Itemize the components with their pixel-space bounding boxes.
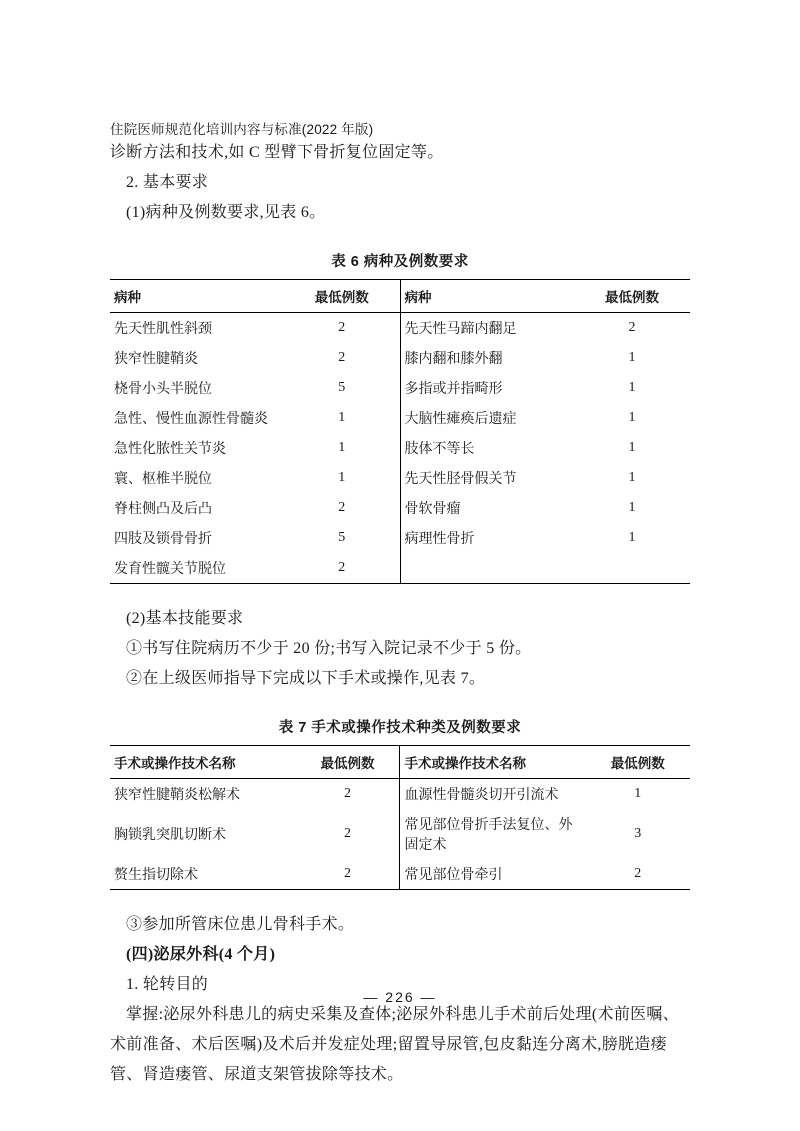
table-row [110, 493, 690, 523]
cell-disease: 先天性胫骨假关节 [400, 463, 574, 493]
cell-disease: 狭窄性腱鞘炎 [114, 352, 198, 367]
table7-body [110, 779, 690, 890]
heading-basic-requirements: 2. 基本要求 [126, 174, 209, 191]
cell-count: 2 [634, 866, 642, 881]
table-row [110, 779, 690, 810]
table-header-row [110, 746, 690, 779]
cell-count: 1 [628, 470, 636, 485]
paragraph-basic-skills: (2)基本技能要求 [126, 610, 244, 627]
cell-disease: 骨软骨瘤 [400, 493, 574, 523]
table-row [110, 343, 690, 373]
cell-disease: 病理性骨折 [400, 523, 574, 553]
cell-count: 5 [338, 380, 346, 395]
cell-count [574, 553, 690, 583]
cell-count: 1 [628, 500, 636, 515]
cell-count: 1 [628, 380, 636, 395]
cell-disease: 发育性髋关节脱位 [114, 562, 226, 577]
table-row [110, 433, 690, 463]
table6-title: 表 6 病种及例数要求 [331, 254, 469, 270]
table-row [110, 523, 690, 553]
cell-count: 2 [338, 320, 346, 335]
table-procedure-requirements [110, 745, 690, 889]
table-header-row [110, 280, 690, 313]
cell-disease: 桡骨小头半脱位 [114, 382, 212, 397]
cell-procedure: 血源性骨髓炎切开引流术 [400, 779, 586, 810]
running-head: 住院医师规范化培训内容与标准(2022 年版) [110, 122, 374, 137]
paragraph-skill-1: ①书写住院病历不少于 20 份;书写入院记录不少于 5 份。 [126, 640, 532, 657]
cell-disease: 脊柱侧凸及后凸 [114, 502, 212, 517]
cell-count: 5 [338, 530, 346, 545]
cell-count: 2 [344, 866, 352, 881]
table-row [110, 463, 690, 493]
table6-body [110, 313, 690, 584]
cell-procedure: 胸锁乳突肌切断术 [114, 828, 226, 843]
cell-disease [400, 553, 574, 583]
table-row [110, 553, 690, 583]
table6-col-header-2: 最低例数 [284, 280, 400, 313]
cell-count: 1 [628, 410, 636, 425]
cell-count: 2 [344, 826, 352, 841]
cell-count: 2 [344, 786, 352, 801]
cell-disease: 大脑性瘫痪后遗症 [400, 403, 574, 433]
cell-count: 1 [338, 470, 346, 485]
table7-wrapper [110, 745, 690, 890]
cell-disease: 肢体不等长 [400, 433, 574, 463]
cell-count: 2 [338, 500, 346, 515]
table6-wrapper [110, 279, 690, 584]
table6-col-header-4: 最低例数 [574, 280, 690, 313]
cell-count: 2 [628, 320, 636, 335]
cell-count: 1 [634, 786, 642, 801]
cell-procedure: 狭窄性腱鞘炎松解术 [114, 788, 240, 803]
cell-procedure: 赘生指切除术 [114, 868, 198, 883]
cell-count: 3 [634, 826, 642, 841]
cell-procedure: 常见部位骨折手法复位、外固定术 [400, 809, 586, 859]
page-number: — 226 — [363, 989, 437, 1005]
table6-col-header-1: 病种 [110, 280, 284, 313]
table-row [110, 809, 690, 859]
cell-count: 1 [628, 350, 636, 365]
heading-rotation-purpose: 1. 轮转目的 [126, 976, 209, 993]
table7-col-header-1: 手术或操作技术名称 [110, 746, 296, 779]
cell-disease: 急性化脓性关节炎 [114, 442, 226, 457]
cell-count: 1 [628, 530, 636, 545]
skill-requirement-paragraphs [110, 604, 690, 694]
paragraph-skill-2: ②在上级医师指导下完成以下手术或操作,见表 7。 [126, 670, 486, 687]
table-row [110, 403, 690, 433]
table-row [110, 373, 690, 403]
cell-count: 2 [338, 560, 346, 575]
cell-count: 1 [338, 440, 346, 455]
cell-disease: 寰、枢椎半脱位 [114, 472, 212, 487]
paragraph-continued: 诊断方法和技术,如 C 型臂下骨折复位固定等。 [110, 144, 444, 161]
table6-col-header-3: 病种 [400, 280, 574, 313]
cell-count: 2 [338, 350, 346, 365]
table-row [110, 859, 690, 889]
cell-count: 1 [338, 410, 346, 425]
cell-disease: 先天性肌性斜颈 [114, 322, 212, 337]
table7-col-header-4: 最低例数 [586, 746, 690, 779]
table-case-requirements [110, 279, 690, 583]
cell-procedure: 常见部位骨牵引 [400, 859, 586, 889]
paragraph-case-requirements: (1)病种及例数要求,见表 6。 [126, 204, 326, 221]
cell-disease: 多指或并指畸形 [400, 373, 574, 403]
table7-title: 表 7 手术或操作技术种类及例数要求 [278, 720, 522, 736]
cell-disease: 先天性马蹄内翻足 [400, 313, 574, 344]
cell-disease: 膝内翻和膝外翻 [400, 343, 574, 373]
paragraph-skill-3: ③参加所管床位患儿骨科手术。 [126, 916, 355, 933]
table-row [110, 313, 690, 344]
cell-disease: 急性、慢性血源性骨髓炎 [114, 412, 268, 427]
table7-col-header-3: 手术或操作技术名称 [400, 746, 586, 779]
section-heading-urology: (四)泌尿外科(4 个月) [126, 946, 276, 963]
intro-paragraphs [110, 138, 690, 228]
table7-col-header-2: 最低例数 [296, 746, 400, 779]
cell-count: 1 [628, 440, 636, 455]
paragraph-rotation-details: 掌握:泌尿外科患儿的病史采集及查体;泌尿外科患儿手术前后处理(术前医嘱、术前准备、术后医嘱)及术后并发症处理;留置导尿管,包皮黏连分离术,膀胱造瘘管、肾造瘘管、尿道支架管拔除等技术。 [110, 1006, 680, 1083]
cell-disease: 四肢及锁骨骨折 [114, 532, 212, 547]
